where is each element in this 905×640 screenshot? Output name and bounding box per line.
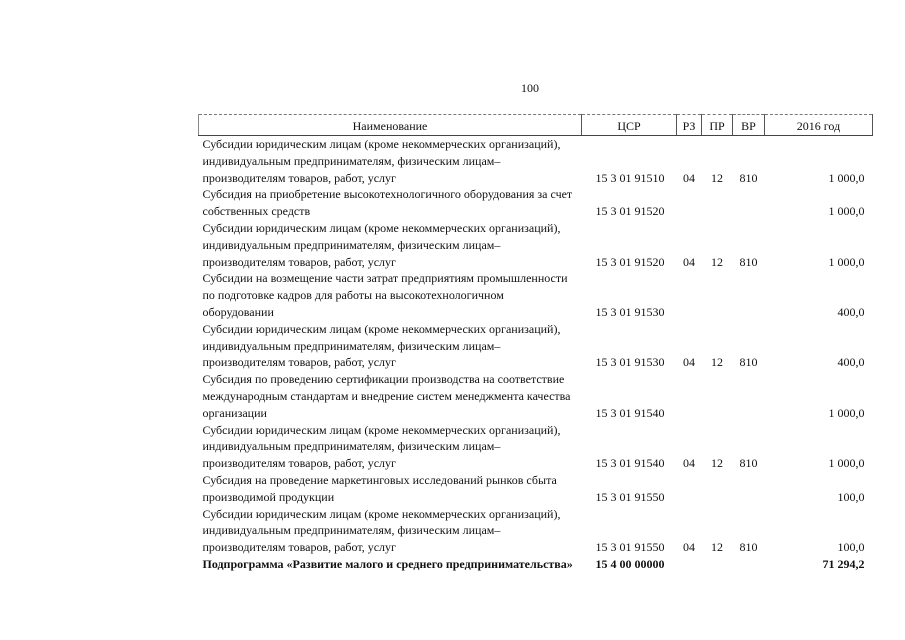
- cell-pr: [702, 472, 733, 506]
- table-row: [199, 220, 873, 270]
- cell-csr: 15 3 01 91540: [595, 405, 665, 420]
- header-rz: РЗ: [677, 115, 702, 136]
- cell-name: Субсидии юридическим лицам (кроме некоммерческих организаций), индивидуальным предпринимателям, физическим лицам–производителям товаров, работ, услуг: [202, 220, 561, 269]
- table-row: [199, 270, 873, 320]
- cell-sum: 100,0: [837, 489, 865, 504]
- cell-csr: 15 4 00 00000: [595, 556, 665, 571]
- cell-csr: 15 3 01 91530: [595, 355, 665, 370]
- cell-name: Субсидия на проведение маркетинговых исследований рынков сбыта производимой продукции: [202, 472, 557, 504]
- cell-csr: 15 3 01 91530: [595, 304, 665, 319]
- table-row: [199, 472, 873, 506]
- cell-name: Субсидия по проведению сертификации производства на соответствие международным стандартам и внедрение систем менеджмента качества организации: [202, 372, 571, 420]
- header-pr: ПР: [702, 115, 733, 136]
- cell-pr: 12: [711, 254, 723, 269]
- cell-pr: 12: [711, 355, 723, 370]
- cell-sum: 1 000,0: [828, 254, 865, 269]
- budget-table: [198, 114, 873, 573]
- cell-sum: 1 000,0: [828, 405, 865, 420]
- cell-vr: 810: [739, 456, 758, 471]
- cell-csr: 15 3 01 91520: [595, 254, 665, 269]
- table-row: [199, 186, 873, 220]
- cell-name: Субсидии на возмещение части затрат предприятиям промышленности по подготовке кадров для работы на высокотехнологичном оборудовании: [202, 271, 568, 319]
- cell-vr: [733, 371, 765, 421]
- cell-pr: [702, 186, 733, 220]
- header-name: Наименование: [199, 115, 582, 136]
- table-row: [199, 371, 873, 421]
- cell-sum: 1 000,0: [828, 456, 865, 471]
- cell-vr: 810: [739, 355, 758, 370]
- header-csr: ЦСР: [582, 115, 677, 136]
- cell-rz: 04: [683, 254, 695, 269]
- cell-rz: [677, 186, 702, 220]
- header-sum: 2016 год: [765, 115, 873, 136]
- cell-rz: 04: [683, 170, 695, 185]
- cell-vr: 810: [739, 170, 758, 185]
- table-header: [199, 115, 873, 136]
- cell-vr: [733, 270, 765, 320]
- cell-vr: [733, 186, 765, 220]
- page-number: 100: [521, 81, 539, 95]
- cell-name: Субсидии юридическим лицам (кроме некоммерческих организаций), индивидуальным предпринимателям, физическим лицам–производителям товаров, работ, услуг: [202, 422, 561, 471]
- cell-pr: [702, 270, 733, 320]
- table-row: [199, 321, 873, 371]
- cell-name: Субсидии юридическим лицам (кроме некоммерческих организаций), индивидуальным предпринимателям, физическим лицам–производителям товаров, работ, услуг: [202, 137, 561, 185]
- cell-csr: 15 3 01 91520: [595, 204, 665, 219]
- cell-name: Субсидия на приобретение высокотехнологичного оборудования за счет собственных средств: [202, 187, 573, 219]
- cell-pr: 12: [711, 170, 723, 185]
- cell-rz: [677, 472, 702, 506]
- cell-sum: 400,0: [837, 304, 865, 319]
- table-row: [199, 556, 873, 573]
- cell-name: Подпрограмма «Развитие малого и среднего предпринимательства»: [202, 556, 573, 571]
- cell-sum: 1 000,0: [828, 204, 865, 219]
- cell-rz: 04: [683, 540, 695, 555]
- header-vr: ВР: [733, 115, 765, 136]
- cell-csr: 15 3 01 91550: [595, 540, 665, 555]
- cell-vr: [733, 556, 765, 573]
- cell-rz: [677, 371, 702, 421]
- cell-vr: 810: [739, 254, 758, 269]
- cell-pr: [702, 556, 733, 573]
- table-row: [199, 136, 873, 187]
- cell-vr: 810: [739, 540, 758, 555]
- cell-name: Субсидии юридическим лицам (кроме некоммерческих организаций), индивидуальным предпринимателям, физическим лицам–производителям товаров, работ, услуг: [202, 321, 561, 370]
- cell-csr: 15 3 01 91540: [595, 456, 665, 471]
- cell-pr: 12: [711, 456, 723, 471]
- cell-pr: [702, 371, 733, 421]
- cell-vr: [733, 472, 765, 506]
- cell-pr: 12: [711, 540, 723, 555]
- cell-rz: [677, 556, 702, 573]
- table-body: [199, 136, 873, 573]
- table-row: [199, 422, 873, 472]
- cell-sum: 1 000,0: [828, 170, 865, 185]
- table-row: [199, 506, 873, 556]
- cell-csr: 15 3 01 91550: [595, 489, 665, 504]
- cell-csr: 15 3 01 91510: [595, 170, 665, 185]
- cell-sum: 400,0: [837, 355, 865, 370]
- cell-rz: 04: [683, 355, 695, 370]
- cell-name: Субсидии юридическим лицам (кроме некоммерческих организаций), индивидуальным предпринимателям, физическим лицам–производителям товаров, работ, услуг: [202, 506, 561, 555]
- cell-rz: 04: [683, 456, 695, 471]
- cell-sum: 100,0: [837, 540, 865, 555]
- cell-sum: 71 294,2: [822, 556, 865, 571]
- cell-rz: [677, 270, 702, 320]
